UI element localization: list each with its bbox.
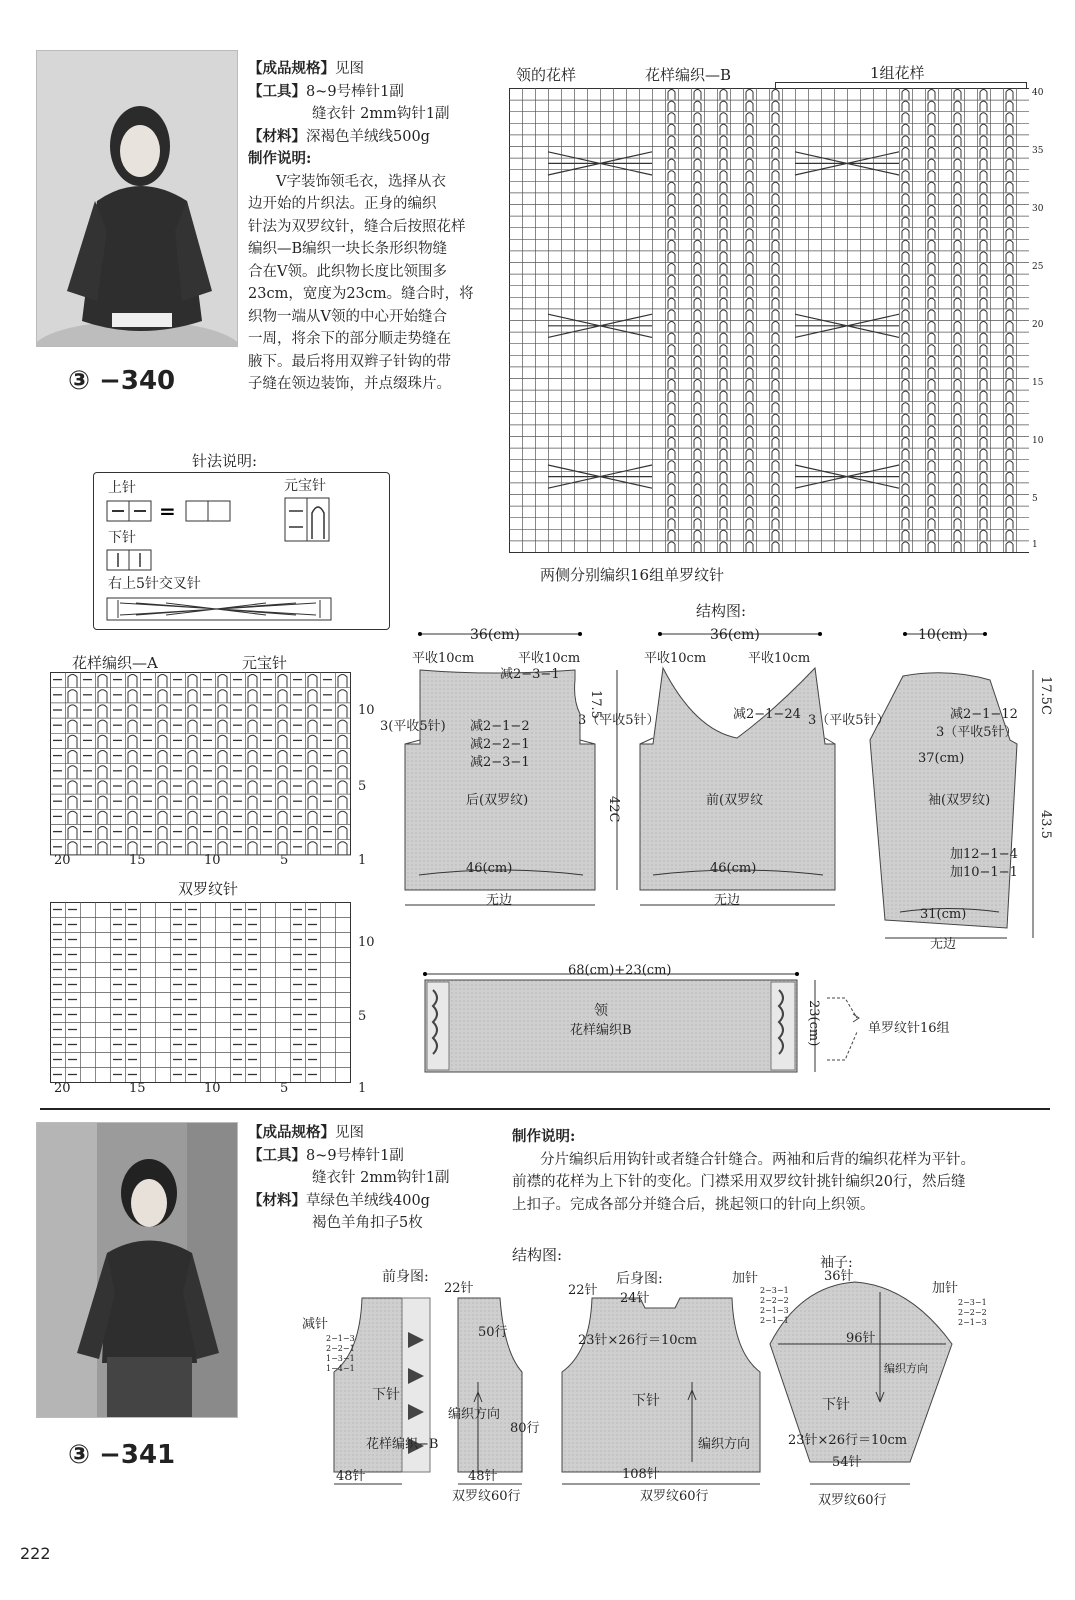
chart-b-grid (509, 88, 1029, 554)
material-value: 深褐色羊绒线500g (306, 128, 430, 145)
material-label: 【材料】 (248, 1191, 306, 1209)
tools-label: 【工具】 (248, 1146, 306, 1164)
back-flat-left: 平收10cm (412, 651, 475, 666)
front-rows: 50行 (478, 1325, 508, 1340)
chart-a-row-10: 10 (358, 703, 375, 718)
sleeve-inc-left: 加针 (732, 1271, 759, 1286)
model-figure-340 (37, 51, 237, 346)
chart-a-col-15: 15 (129, 853, 146, 868)
rib-col-20: 20 (54, 1081, 71, 1096)
model-figure-341 (37, 1123, 237, 1417)
sleeve-inc-right: 加针 (932, 1281, 959, 1296)
front-title: 前身图: (382, 1269, 429, 1285)
back-name: 下针 (632, 1393, 660, 1409)
front-dec: 减2−1−24 (733, 707, 801, 722)
rib-col-10: 10 (204, 1081, 221, 1096)
tools-value-2: 缝衣针 2mm钩针1副 (312, 106, 450, 122)
back-direction: 编织方向 (698, 1437, 751, 1452)
sleeve-height: 43.5 (1038, 810, 1053, 839)
instruction-line: 针法为双罗纹针，缝合后按照花样 (248, 218, 466, 235)
sleeve-height-top: 17.5C (1038, 676, 1053, 715)
back-piece-shape (405, 670, 595, 890)
instruction-line: 织物一端从V领的中心开始缝合 (248, 308, 447, 325)
instruction-line: 前襟的花样为上下针的变化。门襟采用双罗纹针挑针编织20行，然后缝 (512, 1174, 966, 1190)
collar-pattern: 花样编织B (570, 1023, 632, 1038)
sleeve-direction: 编织方向 (884, 1362, 928, 1375)
specs-value: 见图 (335, 1125, 364, 1141)
sleeve-inc-r-1: 2−3−1 (958, 1298, 987, 1307)
instruction-line: 边开始的片织法。正身的编织 (248, 196, 437, 212)
chart-a-col-10: 10 (204, 853, 221, 868)
front-pattern: 花样编织−B (366, 1437, 439, 1452)
chart-a-col-20: 20 (54, 853, 71, 868)
specs-label: 【成品规格】 (248, 1124, 335, 1141)
pattern-code-341: ③ −341 (68, 1440, 176, 1470)
front-dec-3: 1−3−1 (326, 1354, 355, 1363)
chart-b-note: 两侧分别编织16组单罗纹针 (540, 566, 725, 584)
instruction-line: 子缝在领边装饰，并点缀珠片。 (248, 376, 451, 392)
back-dec-3: 减2−3−1 (470, 755, 530, 770)
collar-name: 领 (594, 1003, 608, 1019)
row-number: 1 (1032, 540, 1038, 551)
material-label: 【材料】 (248, 127, 306, 145)
collar-note: 单罗纹针16组 (868, 1021, 950, 1036)
front-piece-shape (640, 668, 835, 890)
material-value-2: 褐色羊角扣子5枚 (312, 1215, 423, 1231)
front-bottom: 46(cm) (710, 861, 757, 876)
instruction-line: 分片编织后用钩针或者缝合针缝合。两袖和后背的编织花样为平针。 (540, 1151, 975, 1168)
front-dec-1: 2−1−3 (326, 1334, 355, 1343)
front-direction: 编织方向 (448, 1407, 501, 1422)
row-number: 35 (1032, 146, 1044, 156)
back-neck: 24针 (620, 1291, 650, 1306)
sleeve-inc-r-2: 2−2−2 (958, 1308, 987, 1317)
row-number: 5 (1032, 494, 1038, 504)
structure-title-341: 结构图: (512, 1246, 563, 1264)
row-number: 15 (1032, 378, 1044, 388)
collar-width: 23(cm) (806, 1000, 821, 1047)
rib-row-10: 10 (358, 935, 375, 950)
chart-a-row-1: 1 (358, 853, 367, 868)
back-gauge: 23针×26行＝10cm (578, 1333, 698, 1348)
model-photo-340 (36, 50, 238, 347)
back-title: 后身图: (616, 1271, 663, 1287)
instructions-title: 制作说明: (512, 1128, 576, 1145)
rib-row-1: 1 (358, 1081, 367, 1096)
section-divider (40, 1108, 1050, 1110)
sleeve-width: 10(cm) (918, 627, 968, 643)
chart-b-pattern-label: 花样编织—B (645, 66, 732, 84)
front-edge: 无边 (714, 893, 741, 908)
back-dec-1: 减2−1−2 (470, 719, 530, 734)
instruction-line: V字装饰领毛衣，选择从衣 (276, 173, 446, 190)
tools-value: 8~9号棒针1副 (306, 1147, 404, 1164)
sleeve-inc-r-3: 2−1−3 (958, 1318, 987, 1327)
rib-chart-grid (50, 902, 352, 1084)
svg-text:=: = (159, 499, 176, 523)
legend-cross-label: 右上5针交叉针 (108, 576, 201, 592)
rib-row-5: 5 (358, 1009, 367, 1024)
row-number: 20 (1032, 320, 1044, 330)
sleeve-bottom: 31(cm) (920, 907, 967, 922)
front-flat-right: 平收10cm (748, 651, 811, 666)
sleeve-bottom: 54针 (832, 1455, 862, 1470)
back-bottom: 46(cm) (466, 861, 513, 876)
row-number: 40 (1032, 88, 1044, 98)
back-bottom: 108针 (622, 1467, 660, 1482)
legend-yuanbao-label: 元宝针 (284, 478, 326, 494)
front-side: 3（平收5针） (808, 713, 890, 728)
sleeve-flat: 3（平收5针） (936, 725, 1018, 740)
stitch-legend-box (93, 472, 390, 630)
sleeve-gauge: 23针×26行＝10cm (788, 1433, 908, 1448)
page-number: 222 (20, 1544, 51, 1563)
specs-block-340 (248, 58, 503, 396)
chart-b-group-label: 1组花样 (870, 64, 925, 82)
front-bottom-left: 48针 (336, 1469, 366, 1484)
front-rib: 双罗纹60行 (452, 1489, 521, 1504)
specs-label: 【成品规格】 (248, 60, 335, 77)
sleeve-inc-l-2: 2−2−2 (760, 1296, 789, 1305)
back-name: 后(双罗纹) (466, 793, 529, 808)
sleeve-upper: 37(cm) (918, 751, 965, 766)
front-bottom-right: 48针 (468, 1469, 498, 1484)
back-height: 42C (606, 796, 621, 823)
front-dec-2: 2−2−1 (326, 1344, 355, 1353)
model-photo-341 (36, 1122, 238, 1418)
chart-b-row-numbers (1032, 88, 1062, 554)
sleeve-name: 下针 (822, 1397, 850, 1413)
tools-label: 【工具】 (248, 82, 306, 100)
back-dec-top: 减2−3−1 (500, 667, 560, 682)
instruction-line: 23cm，宽度为23cm。缝合时，将 (248, 286, 474, 302)
sleeve-name: 袖(双罗纹) (928, 793, 991, 808)
legend-yuanbao-symbol (284, 497, 332, 543)
sleeve-top: 36针 (824, 1269, 854, 1284)
row-number: 30 (1032, 204, 1044, 214)
sleeve-dec: 减2−1−12 (950, 707, 1018, 722)
row-number: 25 (1032, 262, 1044, 272)
back-side: 3(平收5针) (380, 719, 446, 734)
front-width: 36(cm) (710, 627, 760, 643)
instruction-line: 腋下。最后将用双辫子针钩的带 (248, 353, 451, 370)
chart-a-grid (50, 672, 352, 856)
instruction-line: 编织—B编织一块长条形织物缝 (248, 241, 448, 257)
sleeve-inc-l-1: 2−3−1 (760, 1286, 789, 1295)
instructions-block-341 (512, 1126, 1057, 1216)
back-width: 36(cm) (470, 627, 520, 643)
rib-col-15: 15 (129, 1081, 146, 1096)
chart-a-yuanbao-label: 元宝针 (242, 654, 288, 672)
legend-knit-symbol (106, 499, 236, 525)
legend-purl-label: 下针 (108, 530, 136, 546)
instruction-line: 一周，将余下的部分顺走势缝在 (248, 331, 451, 347)
rib-col-5: 5 (280, 1081, 289, 1096)
row-number: 10 (1032, 436, 1044, 446)
back-edge: 无边 (486, 893, 513, 908)
tools-value: 8~9号棒针1副 (306, 83, 404, 100)
sleeve-inc-2: 加10−1−1 (950, 865, 1018, 880)
chart-a-label: 花样编织—A (72, 654, 158, 672)
structure-title-340: 结构图: (696, 602, 747, 620)
material-value: 草绿色羊绒线400g (306, 1192, 430, 1209)
legend-cross-symbol (106, 597, 334, 623)
back-rib: 双罗纹60行 (640, 1489, 709, 1504)
pattern-code-340: ③ −340 (68, 366, 176, 396)
chart-a-row-5: 5 (358, 779, 367, 794)
instructions-title: 制作说明: (248, 150, 312, 167)
instruction-line: 上扣子。完成各部分并缝合后，挑起领口的针向上织领。 (512, 1196, 875, 1213)
sleeve-edge: 无边 (930, 937, 957, 952)
tools-value-2: 缝衣针 2mm钩针1副 (312, 1170, 450, 1186)
rib-chart-label: 双罗纹针 (178, 880, 239, 898)
front-dec-4: 1−4−1 (326, 1364, 355, 1373)
front-name: 下针 (372, 1387, 400, 1403)
back-dec-2: 减2−2−1 (470, 737, 530, 752)
sleeve-width: 96针 (846, 1331, 876, 1346)
specs-value: 见图 (335, 61, 364, 77)
legend-purl-symbol (106, 549, 156, 573)
front-top: 22针 (444, 1281, 474, 1296)
collar-length: 68(cm)+23(cm) (568, 963, 672, 978)
sleeve-rib: 双罗纹60行 (818, 1493, 887, 1508)
sleeve-inc-1: 加12−1−4 (950, 847, 1018, 862)
stitch-legend-title: 针法说明: (192, 452, 258, 470)
instruction-line: 合在V领。此织物长度比领围多 (248, 263, 447, 280)
legend-knit-label: 上针 (108, 480, 136, 496)
specs-block-341 (248, 1122, 508, 1235)
back-right-side: 3（平收5针） (578, 713, 660, 728)
chart-a-col-5: 5 (280, 853, 289, 868)
back-flat-right: 平收10cm (518, 651, 581, 666)
front-dec-label: 减针 (302, 1317, 329, 1332)
back-height-top: 17.5 (588, 690, 603, 719)
front-flat-left: 平收10cm (644, 651, 707, 666)
sleeve-inc-l-4: 2−1−1 (760, 1316, 789, 1325)
chart-b-collar-label: 领的花样 (516, 66, 577, 84)
front-height: 80行 (510, 1421, 540, 1436)
sleeve-inc-l-3: 2−1−3 (760, 1306, 789, 1315)
back-top: 22针 (568, 1283, 598, 1298)
sleeve-title: 袖子: (820, 1255, 853, 1271)
front-name: 前(双罗纹 (706, 793, 764, 808)
